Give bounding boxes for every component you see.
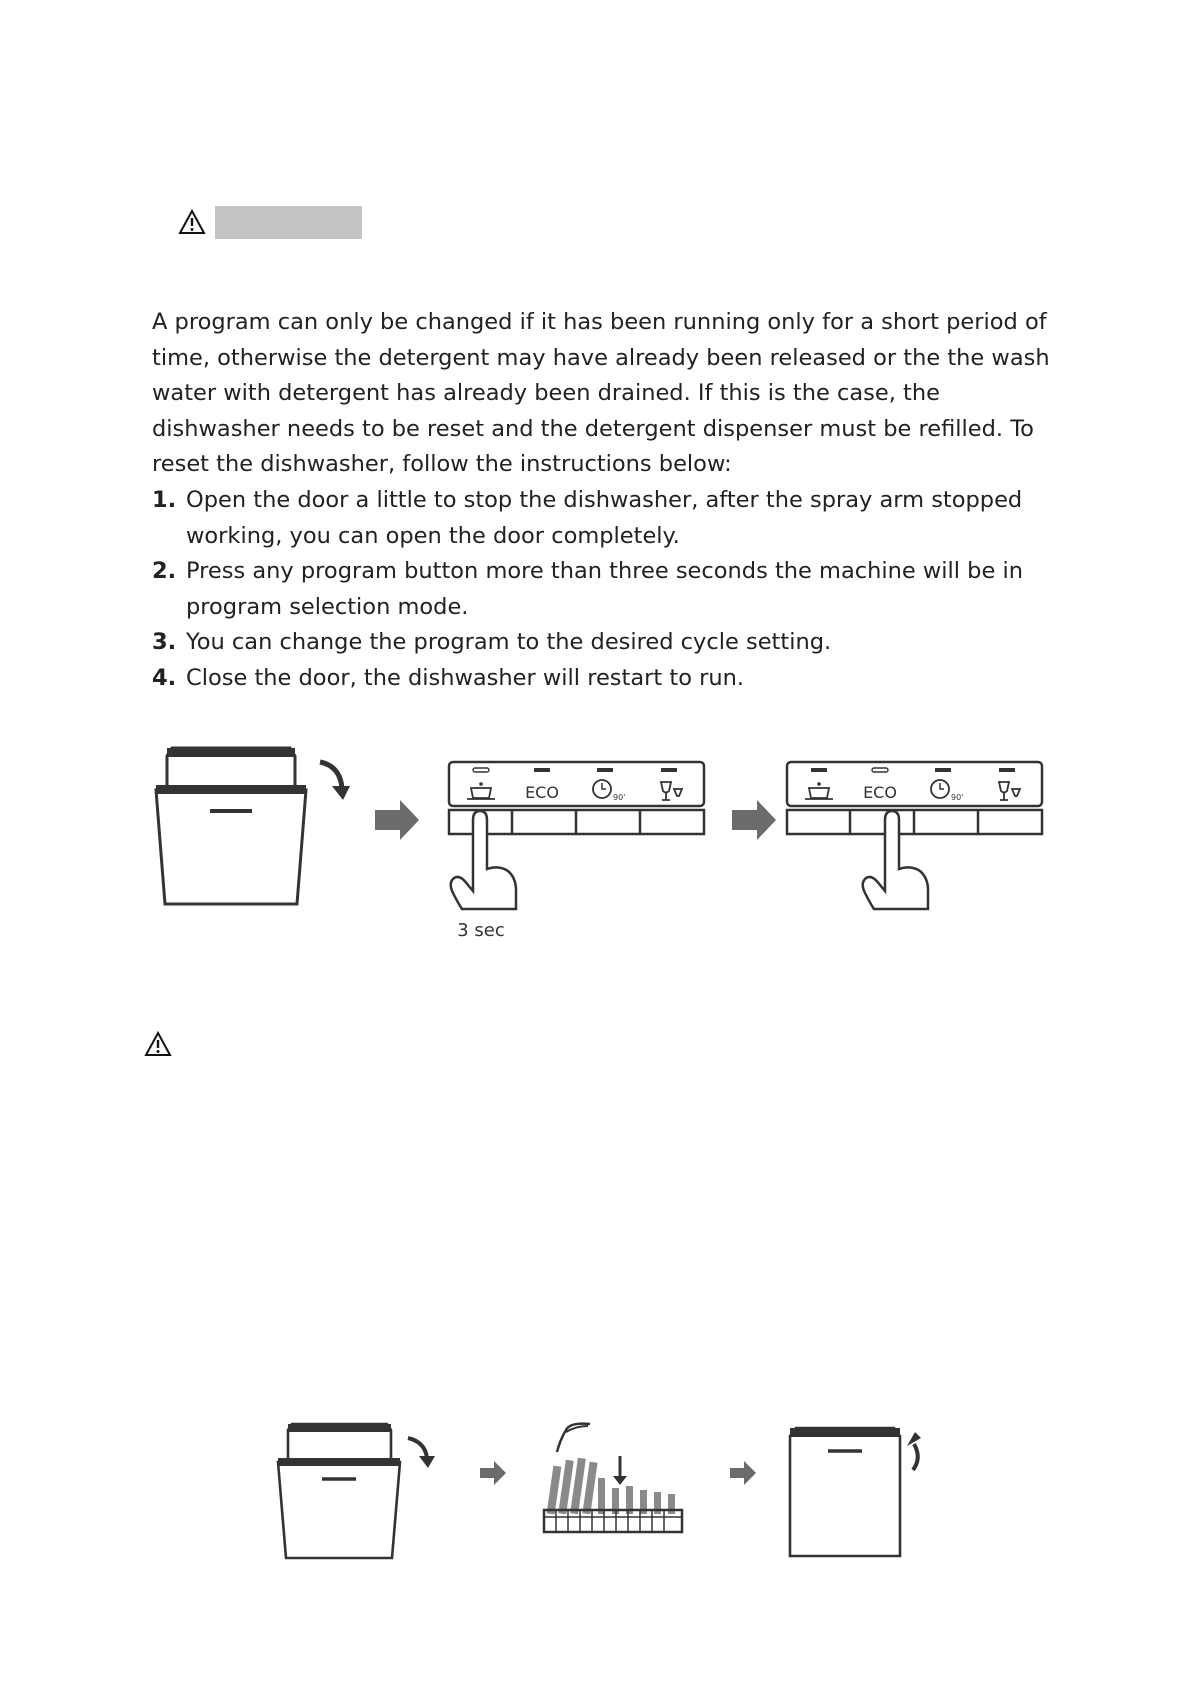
control-panel-after [787,762,1042,909]
step-number: 3. [152,629,177,655]
step-number: 1. [152,487,177,513]
glass-icon [661,782,682,800]
eco-label: ECO [863,783,897,802]
step-text: Close the door, the dishwasher will restart to run. [186,664,745,691]
step-text: Open the door a little to stop the dishwasher, after the spray arm stopped working, you can open the door completely. [186,487,1023,549]
list-item [152,625,1052,661]
clock-90-label: 90' [951,793,964,802]
step-text: You can change the program to the desired cycle setting. [186,629,832,655]
warning-triangle-icon [144,1031,172,1057]
control-panel-before [449,762,704,941]
dishwasher-closed-icon [790,1428,900,1556]
glass-icon [999,782,1020,800]
next-arrow-icon [480,1461,506,1485]
list-item [152,661,1052,697]
reset-steps-list [152,483,1052,696]
clock-90-icon [931,780,963,802]
clock-90-label: 90' [613,793,626,802]
hold-time-label: 3 sec [457,920,505,941]
pot-icon [467,788,495,799]
list-item [152,483,1052,554]
next-arrow-icon [375,800,419,840]
hand-press-icon [451,811,516,909]
step-number: 2. [152,558,177,584]
hand-press-icon [863,811,928,909]
reset-procedure-figure [150,738,1050,958]
step-text: Press any program button more than three seconds the machine will be in program selection mode. [186,558,1023,620]
open-door-arrow-icon [408,1438,427,1458]
list-item [152,554,1052,625]
loading-dishes-icon [544,1424,682,1532]
eco-label: ECO [525,783,559,802]
open-door-arrow-icon [320,762,342,788]
next-arrow-icon [732,800,776,840]
clock-90-icon [593,780,625,802]
load-dishes-figure [270,1418,940,1568]
warning-triangle-icon [178,209,206,235]
warning-label-box [215,206,362,239]
close-door-arrow-icon [913,1444,918,1470]
dishwasher-open-icon [156,748,306,904]
pot-icon [805,788,833,799]
dishwasher-open-icon [278,1424,400,1558]
step-number: 4. [152,664,177,691]
next-arrow-icon [730,1461,756,1485]
intro-text: A program can only be changed if it has been running only for a short period of time, otherwise the detergent may have already been released or the the wash water with detergent has already been drained. If this is the case, the dishwasher needs to be reset and the detergent dispenser must be refilled. To reset the dishwasher, follow the instructions below: [152,309,1050,477]
intro-paragraph [152,305,1052,483]
